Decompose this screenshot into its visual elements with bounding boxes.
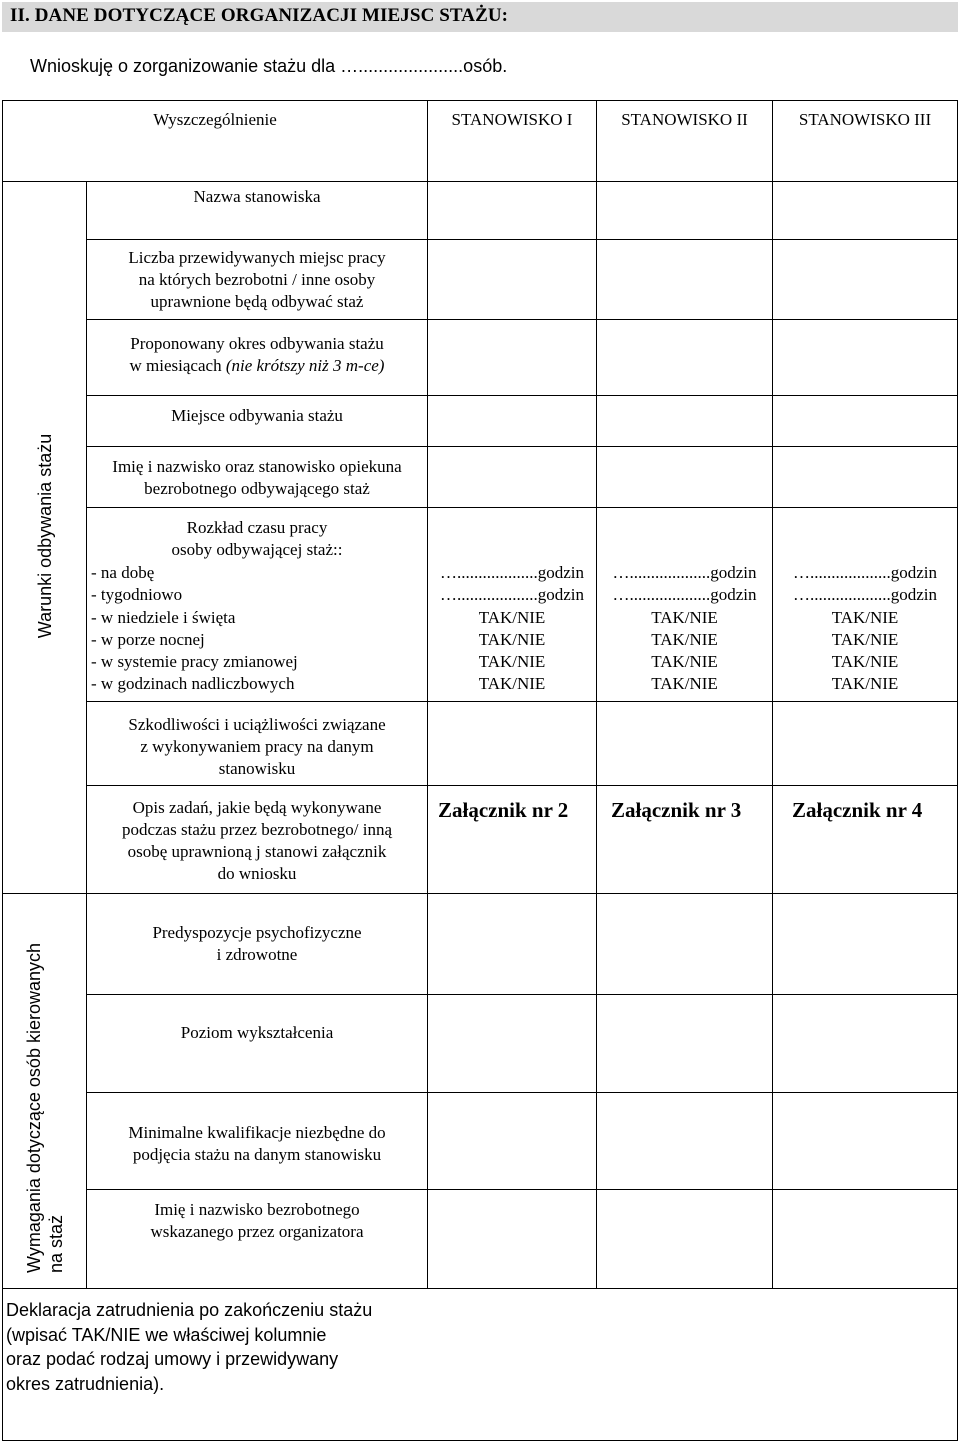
schedule-values-col2 [597, 562, 772, 696]
declaration-line3: oraz podać rodzaj umowy i przewidywany [6, 1349, 339, 1369]
attachment-col2: Załącznik nr 3 [611, 798, 742, 822]
row-place [87, 405, 427, 427]
qualifications-line2: podjęcia stażu na danym stanowisku [132, 1145, 382, 1164]
schedule-items [91, 562, 298, 696]
declaration [6, 1298, 406, 1396]
declaration-line4: okres zatrudnienia). [6, 1373, 165, 1394]
declaration-line1: Deklaracja zatrudnienia po zakończeniu stażu [6, 1300, 373, 1320]
header-col1 [428, 101, 596, 139]
schedule-value[interactable]: TAK/NIE [651, 652, 718, 672]
schedule-value[interactable]: …...................godzin [792, 585, 938, 605]
tasks-line2: podczas stażu przez bezrobotnego/ inną [122, 820, 392, 839]
schedule-item: - w systemie pracy zmianowej [91, 652, 298, 672]
schedule-value[interactable]: …...................godzin [612, 563, 757, 582]
schedule-item: - w porze nocnej [91, 629, 205, 649]
schedule-value[interactable]: TAK/NIE [478, 674, 546, 694]
period-line1: Proponowany okres odbywania stażu [130, 334, 384, 353]
schedule-value[interactable]: TAK/NIE [478, 629, 546, 649]
request-line: Wnioskuję o zorganizowanie stażu dla ….....................osób. [30, 56, 508, 76]
hazards-line3: stanowisku [218, 759, 296, 778]
requirements-label-line1: Wymagania dotyczące osób kierowanych [24, 942, 44, 1273]
candidate-line1: Imię i nazwisko bezrobotnego [154, 1200, 360, 1219]
header-col2-label: STANOWISKO II [621, 110, 748, 129]
section-title: II. DANE DOTYCZĄCE ORGANIZACJI MIEJSC STAŻU: [10, 5, 509, 26]
predispositions-line2: i zdrowotne [216, 945, 298, 964]
places-count-line1: Liczba przewidywanych miejsc pracy [128, 248, 386, 267]
schedule-value[interactable]: TAK/NIE [651, 629, 718, 649]
schedule-value[interactable]: TAK/NIE [831, 607, 899, 627]
row-places-count [87, 247, 427, 313]
position-name-label: Nazwa stanowiska [193, 187, 321, 206]
tasks-line3: osobę uprawnioną j stanowi załącznik [127, 842, 387, 861]
row-schedule-title [87, 517, 427, 561]
education-label: Poziom wykształcenia [180, 1023, 334, 1042]
schedule-value[interactable]: TAK/NIE [651, 607, 718, 627]
requirements-label [23, 917, 67, 1273]
row-mentor [87, 456, 427, 500]
schedule-value[interactable]: TAK/NIE [478, 607, 546, 627]
schedule-value[interactable]: TAK/NIE [478, 652, 546, 672]
schedule-value[interactable]: TAK/NIE [831, 629, 899, 649]
places-count-line3: uprawnione będą odbywać staż [150, 292, 364, 311]
declaration-line2: (wpisać TAK/NIE we właściwej kolumnie [6, 1324, 327, 1345]
row-hazards [87, 714, 427, 780]
header-col3 [773, 101, 957, 139]
row-position-name [87, 186, 427, 208]
mentor-line2: bezrobotnego odbywającego staż [144, 479, 370, 498]
period-line2: w miesiącach (nie krótszy niż 3 m-ce) [129, 356, 385, 375]
places-count-line2: na których bezrobotni / inne osoby [138, 270, 376, 289]
mentor-line1: Imię i nazwisko oraz stanowisko opiekuna [112, 457, 402, 476]
schedule-value[interactable]: TAK/NIE [831, 652, 899, 672]
schedule-value[interactable]: …...................godzin [439, 563, 585, 582]
hazards-line2: z wykonywaniem pracy na danym [140, 737, 374, 756]
row-candidate [87, 1199, 427, 1243]
hazards-line1: Szkodliwości i uciążliwości związane [128, 715, 386, 734]
row-qualifications [87, 1122, 427, 1166]
row-education [87, 1022, 427, 1044]
schedule-title-line2: osoby odbywającej staż:: [171, 540, 343, 559]
attachment-col1: Załącznik nr 2 [438, 798, 569, 822]
row-predispositions [87, 922, 427, 966]
row-tasks [87, 797, 427, 885]
schedule-values-col3 [773, 562, 957, 696]
tasks-line1: Opis zadań, jakie będą wykonywane [132, 798, 382, 817]
row-period [87, 333, 427, 377]
schedule-value[interactable]: …...................godzin [612, 585, 757, 605]
qualifications-line1: Minimalne kwalifikacje niezbędne do [128, 1123, 386, 1142]
tasks-line4: do wniosku [217, 864, 297, 883]
schedule-item: - w godzinach nadliczbowych [91, 674, 295, 694]
schedule-item: - w niedziele i święta [91, 607, 236, 627]
attachment-col3: Załącznik nr 4 [792, 798, 923, 822]
schedule-value[interactable]: …...................godzin [439, 585, 585, 605]
schedule-item: - na dobę [91, 563, 155, 582]
header-col1-label: STANOWISKO I [451, 110, 573, 129]
schedule-value[interactable]: TAK/NIE [651, 674, 718, 694]
header-spec-label: Wyszczególnienie [153, 110, 277, 129]
schedule-values-col1 [428, 562, 596, 696]
schedule-value[interactable]: …...................godzin [792, 563, 938, 582]
header-col3-label: STANOWISKO III [798, 110, 932, 129]
header-col2 [597, 101, 772, 139]
candidate-line2: wskazanego przez organizatora [150, 1222, 364, 1241]
schedule-title-line1: Rozkład czasu pracy [186, 518, 328, 537]
predispositions-line1: Predyspozycje psychofizyczne [152, 923, 362, 942]
header-spec [3, 101, 427, 139]
schedule-item: - tygodniowo [91, 585, 183, 605]
schedule-value[interactable]: TAK/NIE [831, 674, 899, 694]
place-label: Miejsce odbywania stażu [171, 406, 343, 425]
conditions-label: Warunki odbywania stażu [35, 433, 55, 639]
requirements-label-line2: na staż [46, 1214, 66, 1273]
